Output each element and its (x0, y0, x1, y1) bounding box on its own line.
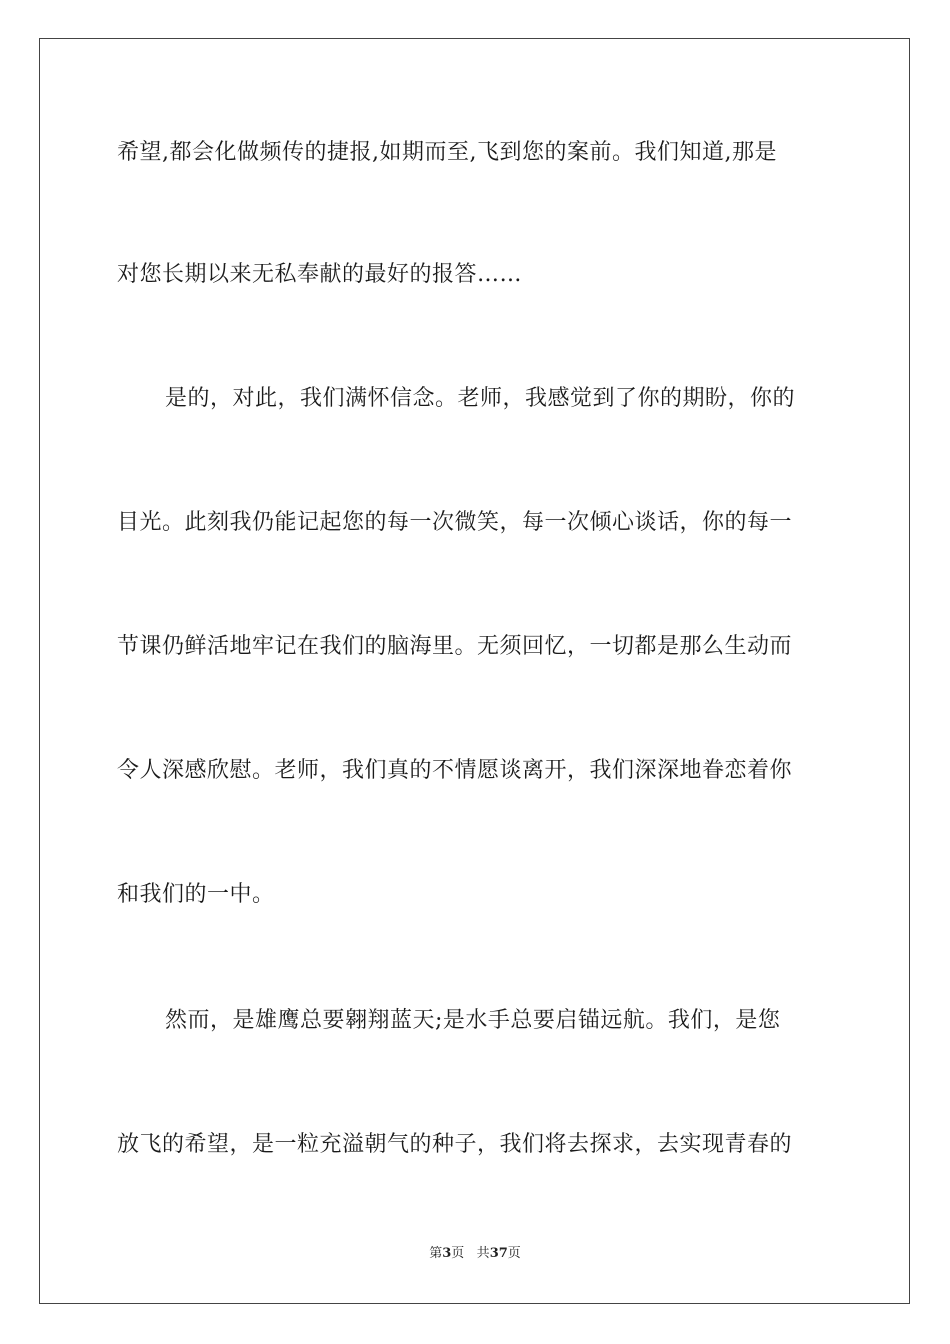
body-line-7: 和我们的一中。 (117, 882, 275, 907)
page-footer (0, 1244, 950, 1264)
page-border (39, 38, 910, 1304)
body-line-8: 然而，是雄鹰总要翱翔蓝天;是水手总要启锚远航。我们，是您 (165, 1008, 781, 1033)
page-suffix: 页 (451, 1246, 465, 1261)
page-number: 3 (442, 1246, 452, 1261)
page-prefix: 第 (429, 1246, 443, 1261)
body-line-9: 放飞的希望，是一粒充溢朝气的种子，我们将去探求，去实现青春的 (117, 1132, 793, 1157)
body-line-6: 令人深感欣慰。老师，我们真的不情愿谈离开，我们深深地眷恋着你 (117, 758, 793, 783)
body-line-4: 目光。此刻我仍能记起您的每一次微笑，每一次倾心谈话，你的每一 (117, 510, 793, 535)
body-line-3: 是的，对此，我们满怀信念。老师，我感觉到了你的期盼，你的 (165, 386, 796, 411)
body-line-1: 希望,都会化做频传的捷报,如期而至,飞到您的案前。我们知道,那是 (117, 140, 777, 165)
body-line-5: 节课仍鲜活地牢记在我们的脑海里。无须回忆，一切都是那么生动而 (117, 634, 793, 659)
body-line-2: 对您长期以来无私奉献的最好的报答…… (117, 262, 523, 287)
total-prefix: 共 (476, 1246, 490, 1261)
total-pages: 37 (489, 1246, 508, 1261)
total-suffix: 页 (507, 1246, 521, 1261)
